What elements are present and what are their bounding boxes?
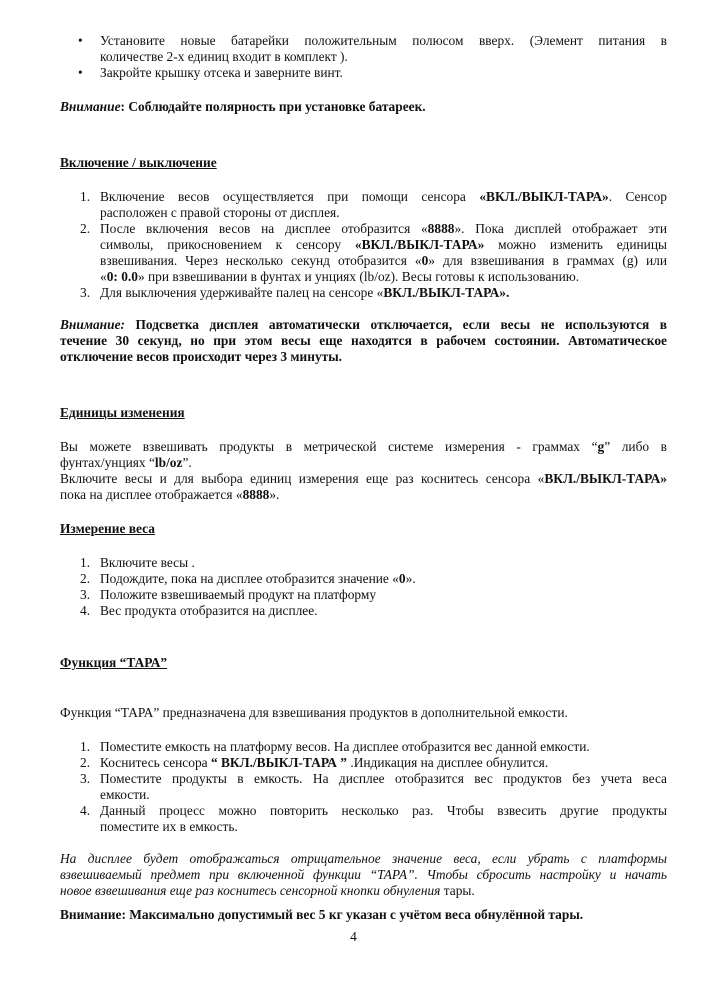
warning-label: Внимание — [60, 99, 121, 114]
list-item — [60, 33, 667, 65]
item-number: 3. — [80, 285, 91, 300]
note-line: взвешиваемый предмет при включенной функции “ТАРА”. Чтобы сбросить настройку и начать — [60, 867, 667, 882]
text-run: Вы можете взвешивать продукты в метрической системе измерения - граммах “ — [60, 439, 598, 454]
text-run: » при взвешивании в фунтах и унциях (lb/oz). Весы готовы к использованию. — [137, 269, 580, 284]
final-warning: Внимание: Максимально допустимый вес 5 кг указан с учётом веса обнулённой тары. — [60, 907, 584, 922]
item-number: 4. — [80, 603, 91, 618]
sensor-name: “ ВКЛ./ВЫКЛ-ТАРА ” — [210, 755, 348, 770]
text-run: ». — [269, 487, 280, 502]
text-run: символы, прикосновением к сенсору — [100, 237, 355, 252]
item-line: емкости. — [100, 787, 150, 802]
text-run: ». Пока дисплей отображает эти — [454, 221, 667, 236]
list-item — [60, 555, 667, 571]
page-number: 4 — [350, 929, 357, 944]
warning-label: Внимание: — [60, 317, 125, 332]
list-item — [60, 285, 667, 301]
tare-steps-list — [60, 739, 667, 835]
text-run: ”. — [182, 455, 192, 470]
weighing-steps-list — [60, 555, 667, 619]
text-run: Коснитесь сенсора — [100, 755, 211, 770]
text-run: новое взвешивания еще раз коснитесь сенсорной кнопки обнуления — [60, 883, 444, 898]
display-value: 8888 — [242, 487, 270, 502]
item-number: 1. — [80, 555, 91, 570]
text-run: тары. — [443, 883, 475, 898]
display-value: 0 — [398, 571, 406, 586]
item-line — [100, 189, 667, 205]
list-item — [60, 571, 667, 587]
warning-line: отключение весов происходит через 3 минуты. — [60, 349, 343, 364]
item-line: поместите их в емкость. — [100, 819, 238, 834]
text-run: взвешивания. Через несколько секунд отобразится « — [100, 253, 422, 268]
item-number: 2. — [80, 221, 91, 236]
text-run: Подождите, пока на дисплее отобразится значение « — [100, 571, 399, 586]
text-run: Включение весов осуществляется при помощи сенсора — [100, 189, 480, 204]
sensor-name: «ВКЛ./ВЫКЛ-ТАРА» — [479, 189, 609, 204]
text-run: » для взвешивания в граммах (g) или — [428, 253, 667, 268]
item-number: 1. — [80, 739, 91, 754]
text-run: ” либо в — [604, 439, 667, 454]
item-number: 2. — [80, 755, 91, 770]
power-steps-list — [60, 189, 667, 301]
sensor-name: ВКЛ./ВЫКЛ-ТАРА». — [383, 285, 510, 300]
item-text: Включите весы . — [100, 555, 195, 570]
list-item — [60, 189, 667, 221]
sensor-name: «ВКЛ./ВЫКЛ-ТАРА» — [354, 237, 485, 252]
item-line — [100, 285, 667, 301]
text-run: После включения весов на дисплее отобразится « — [100, 221, 428, 236]
list-item — [60, 771, 667, 803]
item-line — [100, 237, 667, 253]
section-heading-tare: Функция “ТАРА” — [60, 655, 168, 670]
battery-instructions-list — [60, 33, 667, 81]
item-line: Поместите продукты в емкость. На дисплее отобразится вес продуктов без учета веса — [100, 771, 667, 786]
text-run: . Сенсор — [608, 189, 667, 204]
list-item — [60, 755, 667, 771]
item-number: 3. — [80, 771, 91, 786]
warning-text: Соблюдайте полярность при установке батареек. — [128, 99, 426, 114]
display-value: 0 — [421, 253, 429, 268]
warning-colon: : — [120, 99, 125, 114]
units-paragraph-1 — [60, 439, 667, 471]
text-run: Для выключения удерживайте палец на сенсоре « — [100, 285, 384, 300]
units-paragraph-2 — [60, 471, 667, 503]
list-item — [60, 221, 667, 285]
sensor-name: ВКЛ./ВЫКЛ-ТАРА» — [544, 471, 667, 486]
text-run: .Индикация на дисплее обнулится. — [347, 755, 549, 770]
item-line — [100, 253, 667, 269]
tare-note — [60, 851, 667, 899]
unit-value: lb/oz — [154, 455, 183, 470]
item-line — [100, 269, 667, 285]
text-run: фунтах/унциях “ — [60, 455, 155, 470]
text-run: « — [100, 269, 107, 284]
item-line: расположен с правой стороны от дисплея. — [100, 205, 340, 220]
item-number: 2. — [80, 571, 91, 586]
item-line — [100, 221, 667, 237]
item-text: Вес продукта отобразится на дисплее. — [100, 603, 318, 618]
unit-value: g — [597, 439, 605, 454]
display-value: 0: 0.0 — [106, 269, 138, 284]
text-run: Включите весы и для выбора единиц измерения еще раз коснитесь сенсора « — [60, 471, 545, 486]
section-heading-units: Единицы изменения — [60, 405, 185, 420]
item-line: Данный процесс можно повторить несколько раз. Чтобы взвесить другие продукты — [100, 803, 667, 818]
power-warning — [60, 317, 667, 365]
list-item — [60, 803, 667, 835]
page-content — [60, 33, 667, 923]
note-line: На дисплее будет отображаться отрицательное значение веса, если убрать с платформы — [60, 851, 667, 866]
item-text: Положите взвешиваемый продукт на платформу — [100, 587, 377, 602]
bullet-text: Закройте крышку отсека и заверните винт. — [100, 65, 343, 80]
battery-warning — [60, 99, 667, 115]
warning-line: Подсветка дисплея автоматически отключается, если весы не используются в — [124, 317, 667, 332]
bullet-line: • Установите новые батарейки положительным полюсом вверх. (Элемент питания в — [100, 33, 667, 48]
item-number: 1. — [80, 189, 91, 204]
warning-line: течение 30 секунд, но при этом весы еще находятся в рабочем состоянии. Автоматическое — [60, 333, 667, 348]
item-number: 4. — [80, 803, 91, 818]
list-item — [60, 587, 667, 603]
section-heading-power: Включение / выключение — [60, 155, 217, 170]
text-run: пока на дисплее отображается « — [60, 487, 243, 502]
list-item — [60, 65, 667, 81]
tare-intro: Функция “ТАРА” предназначена для взвешивания продуктов в дополнительной емкости. — [60, 705, 568, 720]
list-item — [60, 603, 667, 619]
list-item — [60, 739, 667, 755]
bullet-line: количестве 2-х единиц входит в комплект ). — [100, 49, 348, 64]
display-value: 8888 — [427, 221, 455, 236]
text-run: можно изменить единицы — [484, 237, 667, 252]
section-heading-weighing: Измерение веса — [60, 521, 155, 536]
item-number: 3. — [80, 587, 91, 602]
item-text: Поместите емкость на платформу весов. На дисплее отобразится вес данной емкости. — [100, 739, 590, 754]
text-run: ». — [405, 571, 416, 586]
